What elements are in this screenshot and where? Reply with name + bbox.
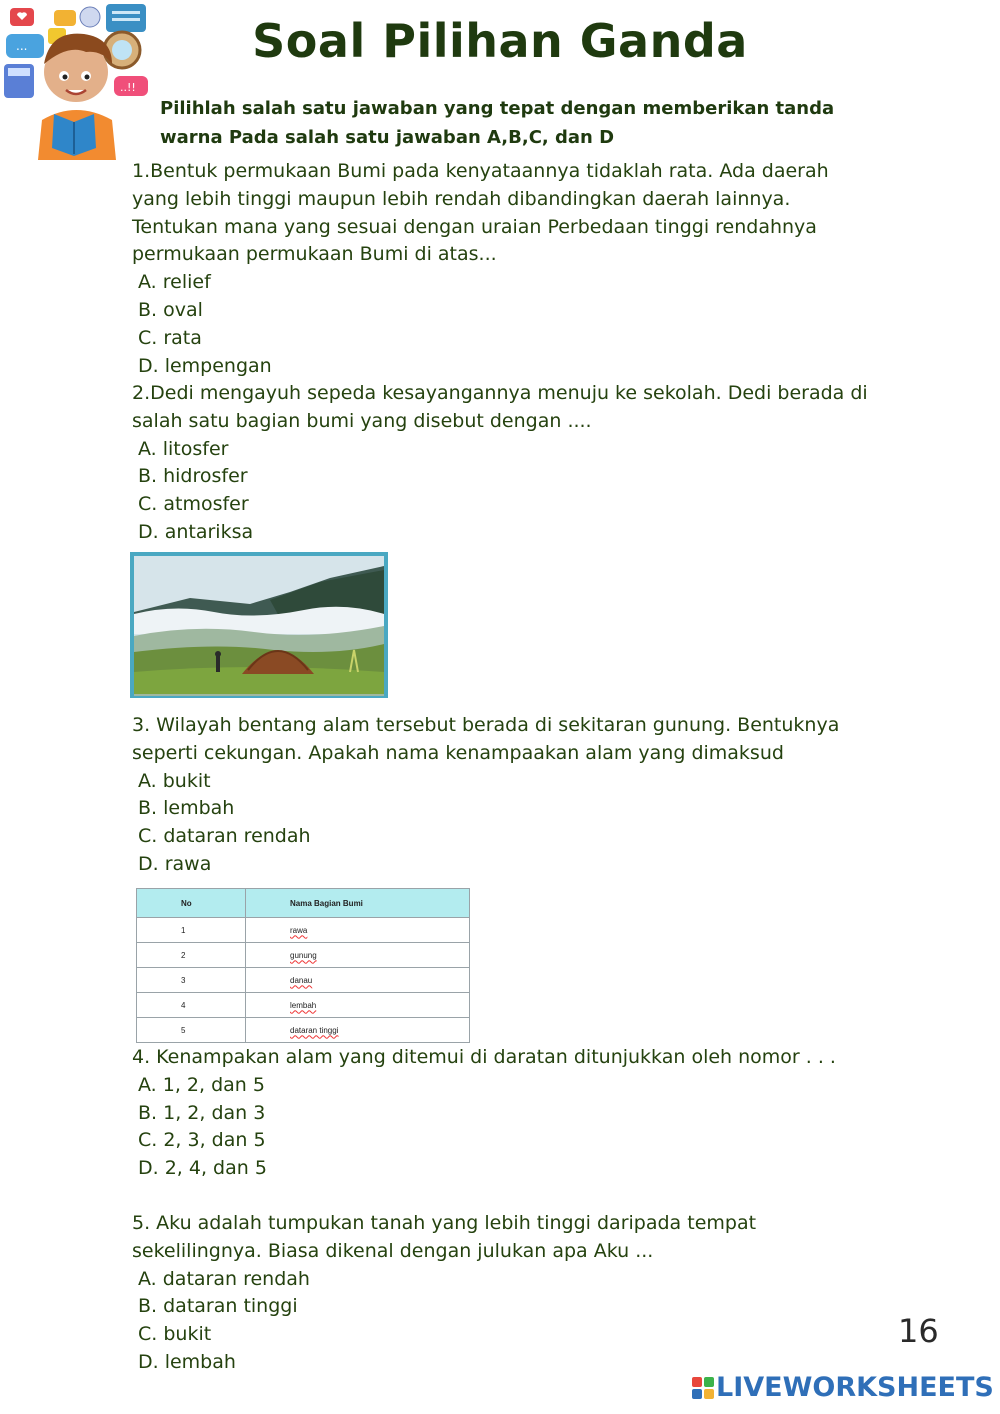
question-2-option-b[interactable]: B. hidrosfer <box>138 465 248 488</box>
table-cell-name <box>246 968 470 993</box>
question-2-option-c[interactable]: C. atmosfer <box>138 493 249 516</box>
instruction-line-1: Pilihlah salah satu jawaban yang tepat dengan memberikan tanda <box>160 98 835 119</box>
svg-text:...: ... <box>16 39 28 53</box>
question-2-option-a[interactable]: A. litosfer <box>138 437 229 460</box>
table-cell-no: 1 <box>137 918 246 943</box>
question-5 <box>132 1210 872 1377</box>
logo-tile-i <box>704 1377 714 1387</box>
page-title: Soal Pilihan Ganda <box>252 14 748 68</box>
question-5-option-d[interactable]: D. lembah <box>138 1350 236 1373</box>
question-4-option-a[interactable]: A. 1, 2, dan 5 <box>138 1073 265 1096</box>
logo-tile-v <box>692 1389 702 1399</box>
question-4-option-c[interactable]: C. 2, 3, dan 5 <box>138 1129 266 1152</box>
table-header-name: Nama Bagian Bumi <box>246 889 470 918</box>
question-3 <box>132 712 872 879</box>
table-row <box>137 968 470 993</box>
question-1-option-c[interactable]: C. rata <box>138 326 202 349</box>
question-5-text: 5. Aku adalah tumpukan tanah yang lebih tinggi daripada tempat sekelilingnya. Biasa dikenal dengan julukan apa Aku ... <box>132 1212 757 1262</box>
question-2 <box>132 380 872 547</box>
table-cell-no: 2 <box>137 943 246 968</box>
liveworksheets-logo[interactable] <box>692 1372 994 1403</box>
table-header-no: No <box>137 889 246 918</box>
valley-photo <box>130 552 388 698</box>
table-row <box>137 993 470 1018</box>
table-cell-name <box>246 993 470 1018</box>
question-3-option-b[interactable]: B. lembah <box>138 797 235 820</box>
page-number: 16 <box>898 1312 939 1350</box>
question-1-text: 1.Bentuk permukaan Bumi pada kenyataannya tidaklah rata. Ada daerah yang lebih tinggi maupun lebih rendah dibandingkan daerah lainnya. Tentukan mana yang sesuai dengan uraian Perbedaan tinggi rendahnya permukaan permukaan Bumi di atas... <box>132 160 829 266</box>
question-4-option-b[interactable]: B. 1, 2, dan 3 <box>138 1101 266 1124</box>
question-5-option-a[interactable]: A. dataran rendah <box>138 1267 310 1290</box>
instruction-line-2: warna Pada salah satu jawaban A,B,C, dan D <box>160 127 615 148</box>
question-2-option-d[interactable]: D. antariksa <box>138 520 254 543</box>
table-cell-name-text: lembah <box>290 1000 317 1010</box>
table-cell-name <box>246 918 470 943</box>
question-4-text: 4. Kenampakan alam yang ditemui di daratan ditunjukkan oleh nomor . . . <box>132 1046 836 1068</box>
question-1-option-d[interactable]: D. lempengan <box>138 354 272 377</box>
question-1-option-b[interactable]: B. oval <box>138 298 203 321</box>
table-cell-name-text: gunung <box>290 950 317 960</box>
question-5-option-c[interactable]: C. bukit <box>138 1323 212 1346</box>
earth-features-table <box>136 888 470 1043</box>
question-2-text: 2.Dedi mengayuh sepeda kesayangannya menuju ke sekolah. Dedi berada di salah satu bagian bumi yang disebut dengan .... <box>132 382 868 432</box>
question-4 <box>132 1044 872 1183</box>
table-row <box>137 918 470 943</box>
table-cell-no: 5 <box>137 1018 246 1043</box>
question-1 <box>132 158 872 380</box>
question-3-text: 3. Wilayah bentang alam tersebut berada di sekitaran gunung. Bentuknya seperti cekungan. Apakah nama kenampaakan alam yang dimaksud <box>132 714 840 764</box>
table-cell-name-text: rawa <box>290 925 308 935</box>
question-3-option-a[interactable]: A. bukit <box>138 769 211 792</box>
table-row <box>137 943 470 968</box>
logo-tile-e <box>704 1389 714 1399</box>
table-cell-no: 4 <box>137 993 246 1018</box>
question-5-option-b[interactable]: B. dataran tinggi <box>138 1295 298 1318</box>
brand-text: LIVEWORKSHEETS <box>716 1372 994 1403</box>
question-4-option-d[interactable]: D. 2, 4, dan 5 <box>138 1157 267 1180</box>
table-cell-no: 3 <box>137 968 246 993</box>
question-3-option-c[interactable]: C. dataran rendah <box>138 825 311 848</box>
question-3-option-d[interactable]: D. rawa <box>138 852 212 875</box>
liveworksheets-icon <box>692 1377 714 1399</box>
table-cell-name <box>246 943 470 968</box>
table-cell-name <box>246 1018 470 1043</box>
table-cell-name-text: dataran tinggi <box>290 1025 339 1035</box>
instruction-text <box>160 94 880 152</box>
question-1-option-a[interactable]: A. relief <box>138 271 211 294</box>
table-header-row <box>137 889 470 918</box>
table-cell-name-text: danau <box>290 975 313 985</box>
table-row <box>137 1018 470 1043</box>
svg-text:..!!: ..!! <box>120 81 136 94</box>
logo-tile-l <box>692 1377 702 1387</box>
